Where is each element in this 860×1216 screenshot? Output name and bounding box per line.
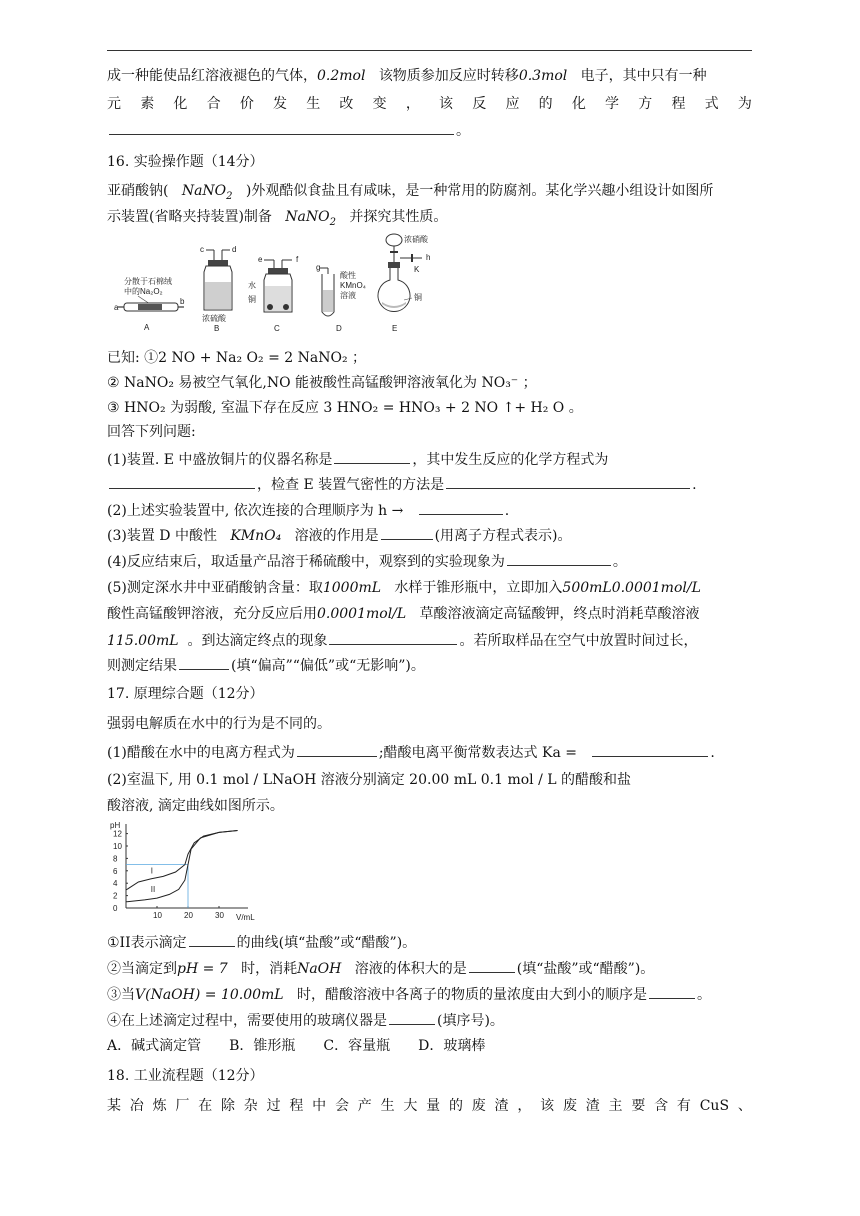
q16-part5-cont — [107, 655, 752, 675]
q16-text: 水样于锥形瓶中，立即加入 — [394, 580, 563, 596]
q17-text: (填序号)。 — [437, 1013, 504, 1029]
justified-char: 方 — [638, 96, 653, 112]
apparatus-A-note: 中的Na₂O₂ — [124, 287, 163, 296]
formula-sub: 2 — [329, 216, 336, 228]
q16-part4: (4)反应结束后，取适量产品溶于稀硫酸中，观察到的实验现象为 。 — [107, 551, 752, 571]
x-tick-label: 20 — [184, 911, 193, 920]
apparatus-C-water: 水 — [248, 281, 256, 290]
titration-graph — [108, 818, 268, 924]
q16-text: )外观酷似食盐且有咸味，是一种常用的防腐剂。某化学兴趣小组设计如图所 — [245, 183, 714, 199]
y-tick-label: 10 — [113, 842, 122, 851]
answer-blank[interactable] — [329, 630, 457, 645]
q15-line2 — [107, 94, 752, 114]
q17-text: ③当 — [107, 987, 135, 1003]
q16-part1-cont: ，检查 E 装置气密性的方法是 . — [107, 474, 752, 494]
y-tick-label: 2 — [113, 891, 118, 901]
q17-text: ②当滴定到 — [107, 961, 177, 977]
justified-char: 渣 — [585, 1098, 600, 1114]
answer-blank[interactable] — [469, 958, 515, 973]
answer-blank[interactable] — [109, 120, 454, 135]
q15-line3 — [107, 120, 752, 140]
q16-part5-cont — [107, 604, 752, 624]
q16-intro-line1 — [107, 181, 752, 201]
q17-text: 的曲线(填“盐酸”或“醋酸”)。 — [236, 935, 417, 951]
y-tick-label: 8 — [113, 854, 118, 864]
y-tick-label: 4 — [113, 879, 118, 889]
justified-char: ， — [517, 1098, 532, 1114]
quantity: 1000mL — [322, 580, 382, 596]
answer-blank[interactable] — [297, 742, 377, 757]
q18-line1 — [107, 1096, 752, 1116]
answer-blank[interactable] — [179, 655, 229, 670]
apparatus-E-clamp-label: K — [414, 265, 420, 274]
justified-char: 的 — [448, 1098, 463, 1114]
round-flask — [378, 268, 410, 311]
apparatus-C-label: C — [274, 324, 280, 333]
q16-text: 。若所取样品在空气中放置时间过长， — [459, 633, 698, 649]
q17-part2: (2)室温下, 用 0.1 mol / LNaOH 溶液分别滴定 20.00 mL 0.1 mol / L 的醋酸和盐 — [107, 772, 631, 788]
justified-char: 素 — [140, 96, 155, 112]
q18-heading: 18. 工业流程题（12分） — [107, 1068, 264, 1084]
justified-char: 化 — [571, 96, 586, 112]
formula: KMnO₄ — [230, 528, 282, 544]
apparatus-E-port: h — [426, 253, 431, 262]
y-tick-label: 0 — [113, 904, 118, 913]
answer-blank[interactable] — [381, 525, 433, 540]
justified-char: 渣 — [494, 1098, 509, 1114]
formula-sub: 2 — [226, 190, 233, 202]
q17-sub4 — [107, 1010, 752, 1030]
curve-II-label: II — [150, 884, 156, 894]
justified-char: 为 — [737, 96, 752, 112]
apparatus-C-port: f — [296, 255, 299, 264]
justified-char: 发 — [273, 96, 288, 112]
answer-blank[interactable] — [649, 984, 695, 999]
formula: CuS — [699, 1098, 730, 1114]
q16-intro-line2 — [107, 207, 752, 227]
formula: V(NaOH) = 10.00mL — [135, 987, 284, 1003]
apparatus-E-label: E — [392, 324, 398, 333]
q15-text: 成一种能使品红溶液褪色的气体， — [107, 68, 317, 84]
q17-text: 溶液的体积大的是 — [354, 961, 467, 977]
q16-text: (3)装置 D 中酸性 — [107, 528, 217, 544]
quantity: 500mL0.0001mol/L — [562, 580, 701, 596]
q16-text: 酸性高锰酸钾溶液，充分反应后用 — [107, 606, 317, 622]
y-tick-label: 6 — [113, 866, 118, 876]
q17-text: 时，消耗 — [241, 961, 298, 977]
justified-char: 主 — [608, 1098, 623, 1114]
justified-char: 要 — [631, 1098, 646, 1114]
justified-char: 杂 — [243, 1098, 258, 1114]
justified-char: 过 — [266, 1098, 281, 1114]
q15-line1 — [107, 66, 752, 86]
q16-text: ，检查 E 装置气密性的方法是 — [257, 477, 445, 493]
q16-text: (1)装置. E 中盛放铜片的仪器名称是 — [107, 452, 333, 468]
formula: NaNO — [285, 209, 330, 225]
q17-options — [107, 1036, 752, 1056]
justified-char: 冶 — [129, 1098, 144, 1114]
justified-char: 反 — [472, 96, 487, 112]
quantity: 115.00mL — [107, 633, 179, 649]
answer-prompt: 回答下列问题: — [107, 424, 196, 440]
apparatus-figure — [108, 230, 448, 334]
answer-blank[interactable] — [389, 1010, 435, 1025]
q15-end: 。 — [456, 123, 470, 139]
q16-part5-cont — [107, 630, 752, 650]
apparatus-D-label: D — [336, 324, 342, 333]
apparatus-D-note: 酸性 — [340, 271, 356, 280]
justified-char: 元 — [107, 96, 121, 112]
q15-text: 该物质参加反应时转移 — [378, 68, 519, 84]
copper-piece — [267, 304, 273, 310]
apparatus-A-port: b — [180, 297, 185, 306]
q16-text: (4)反应结束后，取适量产品溶于稀硫酸中，观察到的实验现象为 — [107, 554, 505, 570]
y-axis-label: pH — [110, 821, 121, 830]
known-2: ② NaNO₂ 易被空气氧化,NO 能被酸性高锰酸钾溶液氧化为 NO₃⁻ ； — [107, 375, 537, 391]
justified-char: 价 — [239, 96, 254, 112]
justified-char: 应 — [505, 96, 520, 112]
justified-char: 合 — [206, 96, 221, 112]
stopper — [208, 260, 228, 266]
q17-part2-cont: 酸溶液, 滴定曲线如图所示。 — [107, 798, 284, 814]
answer-blank[interactable] — [189, 932, 235, 947]
graph-axes — [110, 821, 255, 922]
justified-char: 式 — [704, 96, 719, 112]
q16-part3 — [107, 525, 752, 545]
known-3: ③ HNO₂ 为弱酸, 室温下存在反应 3 HNO₂ = HNO₃ + 2 NO ↑+ H₂ O 。 — [107, 400, 583, 416]
formula: pH = 7 — [177, 961, 228, 977]
apparatus-E-reagent: 浓硝酸 — [404, 235, 428, 244]
q16-text: ，其中发生反应的化学方程式为 — [412, 452, 609, 468]
q17-part1: (1)醋酸在水中的电离方程式为 ;醋酸电离平衡常数表达式 Ka = . — [107, 742, 752, 762]
q16-part5 — [107, 578, 752, 598]
answer-blank[interactable] — [109, 474, 255, 489]
justified-char: 大 — [403, 1098, 418, 1114]
separatory-funnel — [386, 234, 402, 246]
apparatus-A-port: a — [114, 303, 119, 312]
apparatus-D-port: g — [316, 263, 321, 272]
liquid — [323, 290, 333, 312]
answer-blank[interactable] — [507, 551, 611, 566]
answer-blank[interactable] — [446, 474, 690, 489]
q16-text: (5)测定深水井中亚硝酸钠含量：取 — [107, 580, 323, 596]
justified-char: 程 — [671, 96, 686, 112]
justified-char: 量 — [426, 1098, 441, 1114]
justified-char: 变 — [372, 96, 387, 112]
q16-text: 并探究其性质。 — [349, 209, 448, 225]
justified-char: 产 — [357, 1098, 372, 1114]
q16-text: (填“偏高”“偏低”或“无影响”)。 — [231, 658, 425, 674]
curve-I — [126, 831, 238, 891]
q16-text: 亚硝酸钠( — [107, 183, 169, 199]
curve-I-label: I — [150, 866, 154, 876]
q17-intro: 强弱电解质在水中的行为是不同的。 — [107, 716, 331, 732]
justified-char: 化 — [173, 96, 188, 112]
apparatus-B-port: c — [200, 245, 204, 254]
x-axis-label: V/mL — [236, 913, 255, 922]
justified-char: 会 — [334, 1098, 349, 1114]
justified-char: 学 — [605, 96, 620, 112]
q17-text: 。 — [696, 987, 711, 1003]
q16-text: 则测定结果 — [107, 658, 177, 674]
q16-text: (用离子方程式表示)。 — [434, 528, 572, 544]
x-tick-label: 30 — [215, 911, 224, 920]
q16-text: 示装置(省略夹持装置)制备 — [107, 209, 272, 225]
option-D[interactable]: D．玻璃棒 — [418, 1038, 486, 1054]
q17-sub1 — [107, 932, 752, 952]
justified-char: 的 — [538, 96, 553, 112]
formula: NaOH — [297, 961, 342, 977]
justified-char: 该 — [439, 96, 454, 112]
justified-char: 废 — [471, 1098, 486, 1114]
option-A[interactable]: A．碱式滴定管 — [107, 1038, 202, 1054]
q17-heading: 17. 原理综合题（12分） — [107, 686, 264, 702]
option-B[interactable]: B．锥形瓶 — [229, 1038, 296, 1054]
curve-II — [126, 831, 238, 902]
justified-char: 某 — [107, 1098, 121, 1114]
copper-piece — [283, 304, 289, 310]
q17-text: (填“盐酸”或“醋酸”)。 — [516, 961, 655, 977]
q16-text: 草酸溶液滴定高锰酸钾，终点时消耗草酸溶液 — [419, 606, 700, 622]
q17-text: 时，醋酸溶液中各离子的物质的量浓度由大到小的顺序是 — [296, 987, 647, 1003]
justified-char: 除 — [220, 1098, 235, 1114]
q16-part2: (2)上述实验装置中, 依次连接的合理顺序为 h → . — [107, 500, 752, 520]
justified-char: ， — [405, 96, 420, 112]
justified-char: 有 — [676, 1098, 691, 1114]
justified-char: 中 — [312, 1098, 327, 1114]
justified-char: 生 — [306, 96, 321, 112]
justified-char: 厂 — [175, 1098, 190, 1114]
option-C[interactable]: C．容量瓶 — [323, 1038, 391, 1054]
apparatus-B-port: d — [232, 245, 237, 254]
stopper — [268, 268, 288, 274]
header-rule — [107, 50, 752, 51]
punct: 、 — [737, 1098, 752, 1114]
q17-text: ①II表示滴定 — [107, 935, 187, 951]
apparatus-E-copper: 铜 — [414, 293, 422, 302]
q17-text: ④在上述滴定过程中，需要使用的玻璃仪器是 — [107, 1013, 387, 1029]
answer-blank[interactable] — [419, 500, 503, 515]
graph-curves — [126, 831, 238, 902]
apparatus-D-note: 溶液 — [340, 291, 356, 300]
formula: NaNO — [181, 183, 227, 199]
x-tick-label: 10 — [153, 911, 162, 920]
justified-char: 在 — [198, 1098, 213, 1114]
q15-amount: 0.3mol — [518, 68, 568, 84]
apparatus-D-note: KMnO₄ — [340, 281, 366, 290]
known-1: 已知: ①2 NO + Na₂ O₂ = 2 NaNO₂ ； — [107, 350, 367, 366]
quantity: 0.0001mol/L — [317, 606, 407, 622]
q17-sub3 — [107, 984, 752, 1004]
apparatus-B-reagent: 浓硫酸 — [202, 314, 226, 323]
justified-char: 废 — [562, 1098, 577, 1114]
q15-text: 电子，其中只有一种 — [580, 68, 707, 84]
apparatus-A-label: A — [144, 323, 150, 332]
apparatus-A-note: 分散于石棉绒 — [124, 277, 172, 286]
y-tick-label: 12 — [113, 829, 122, 839]
justified-char: 改 — [339, 96, 354, 112]
answer-blank[interactable] — [592, 742, 708, 757]
q15-amount: 0.2mol — [317, 68, 366, 84]
q17-sub2 — [107, 958, 752, 978]
q16-part1 — [107, 449, 752, 469]
apparatus-C-port: e — [258, 255, 263, 264]
stopper — [388, 262, 400, 268]
liquid — [205, 282, 231, 309]
apparatus-C-copper: 铜 — [248, 295, 256, 304]
q16-text: 。到达滴定终点的现象 — [187, 633, 328, 649]
q16-text: (2)上述实验装置中, 依次连接的合理顺序为 h → — [107, 503, 404, 519]
justified-char: 生 — [380, 1098, 395, 1114]
justified-char: 炼 — [152, 1098, 167, 1114]
justified-char: 含 — [654, 1098, 669, 1114]
apparatus-B-label: B — [214, 324, 220, 333]
justified-char: 该 — [540, 1098, 555, 1114]
q16-heading: 16. 实验操作题（14分） — [107, 154, 264, 170]
answer-blank[interactable] — [334, 449, 410, 464]
solid-reagent — [138, 304, 162, 310]
q17-text: ;醋酸电离平衡常数表达式 Ka = — [378, 745, 577, 761]
q16-text: 溶液的作用是 — [294, 528, 379, 544]
justified-char: 程 — [289, 1098, 304, 1114]
q17-text: (1)醋酸在水中的电离方程式为 — [107, 745, 295, 761]
